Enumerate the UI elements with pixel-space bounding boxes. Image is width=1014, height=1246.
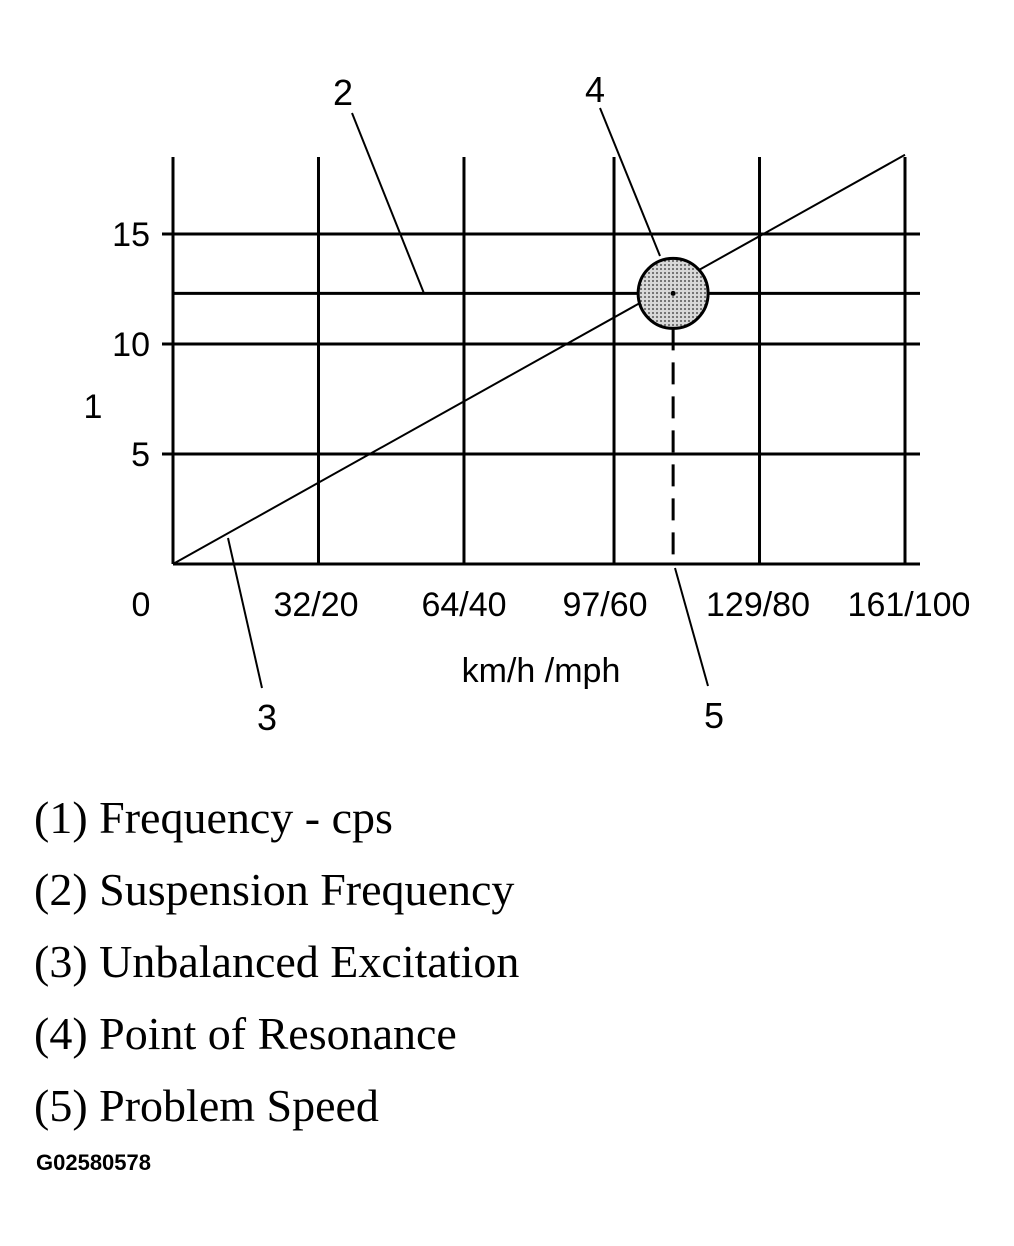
- x-tick-label-2: 64/40: [421, 586, 507, 624]
- callout-3: 3: [256, 697, 278, 738]
- grid: [162, 157, 920, 564]
- legend-item-3: (3) Unbalanced Excitation: [34, 936, 520, 987]
- x-tick-label-4: 129/80: [706, 586, 810, 624]
- series-layer: [173, 155, 920, 564]
- resonance-center-dot: [671, 291, 676, 296]
- y-tick-label-0: 5: [131, 436, 150, 474]
- y-axis-label: 1: [83, 388, 103, 426]
- marker-layer: [638, 258, 708, 564]
- legend-item-1: (1) Frequency - cps: [34, 792, 393, 843]
- x-tick-label-0: 0: [131, 586, 151, 624]
- x-tick-label-1: 32/20: [273, 586, 359, 624]
- y-tick-label-1: 10: [112, 326, 150, 364]
- figure-id: G02580578: [36, 1150, 151, 1175]
- legend-item-4: (4) Point of Resonance: [34, 1008, 457, 1059]
- callout-2-leader: [352, 113, 424, 293]
- x-tick-label-3: 97/60: [562, 586, 648, 624]
- callout-2: 2: [332, 72, 354, 113]
- unbalanced-excitation-line: [173, 155, 905, 564]
- x-axis-label: km/h /mph: [461, 652, 621, 690]
- y-tick-label-2: 15: [112, 216, 150, 254]
- legend-item-5: (5) Problem Speed: [34, 1080, 379, 1131]
- callout-5-leader: [675, 568, 708, 686]
- callout-5: 5: [703, 695, 725, 736]
- legend-item-2: (2) Suspension Frequency: [34, 864, 515, 915]
- callout-3-leader: [228, 538, 262, 688]
- legend: [34, 782, 519, 1142]
- x-tick-label-5: 161/100: [847, 586, 971, 624]
- callout-4: 4: [584, 69, 606, 110]
- callout-layer: [228, 69, 724, 738]
